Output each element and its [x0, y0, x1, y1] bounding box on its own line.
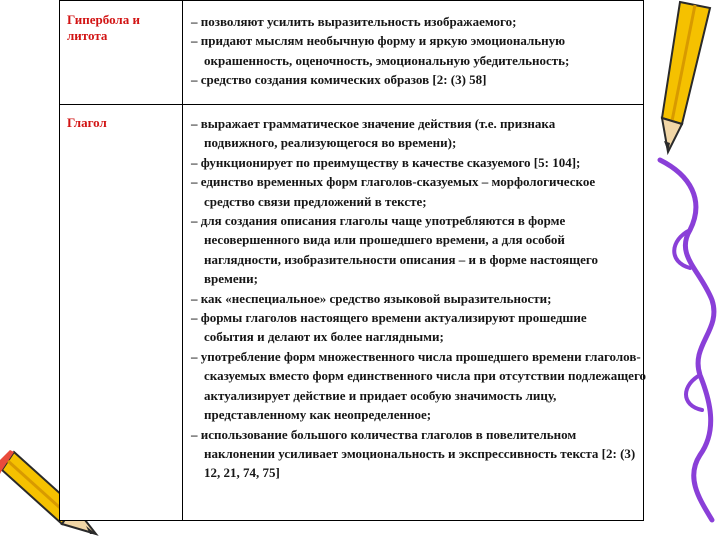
description-item: – как «неспециальное» средство языковой выразительности;	[191, 290, 552, 306]
table-row	[60, 1, 643, 105]
description-item: – позволяют усилить выразительность изображаемого;	[191, 14, 517, 29]
description-item: – использование большого количества глаголов в повелительном наклонении усиливает эмоциональность и экспрессивность текста [2: (3) 12, 21, 74, 75]	[191, 426, 636, 481]
description-item: – формы глаголов настоящего времени актуализируют прошедшие события и делают их более наглядными;	[191, 310, 587, 345]
description-item: – функционирует по преимуществу в качестве сказуемого [5: 104];	[191, 154, 581, 170]
term-cell: Гипербола и литота	[67, 12, 140, 43]
term-cell: Глагол	[67, 115, 107, 130]
description-item: – выражает грамматическое значение действия (т.е. признака подвижного, реализующегося во времени);	[191, 116, 556, 151]
squiggle-decoration	[660, 160, 714, 520]
description-cell	[191, 114, 647, 483]
description-item: – средство создания комических образов [2: (3) 58]	[191, 72, 487, 88]
description-item: – употребление форм множественного числа прошедшего времени глаголов-сказуемых вместо форм единственного числа при отсутствии подлежащего актуализирует действие и придает особую значимость лицу, представленному как неопределенное;	[191, 348, 647, 423]
description-item: – единство временных форм глаголов-сказуемых – морфологическое средство связи предложений в тексте;	[191, 174, 596, 209]
comparison-table	[59, 0, 647, 521]
description-item: – для создания описания глаголы чаще употребляются в форме несовершенного вида или прошедшего времени, а для особой наглядности, изобразительности описания – и в форме настоящего времени;	[191, 213, 598, 287]
table-row	[60, 105, 647, 520]
pencil-right-decoration	[662, 2, 710, 152]
description-cell	[191, 12, 637, 90]
description-item: – придают мыслям необычную форму и яркую эмоциональную окрашенность, оценочность, эмоциональную убедительность;	[191, 33, 570, 68]
